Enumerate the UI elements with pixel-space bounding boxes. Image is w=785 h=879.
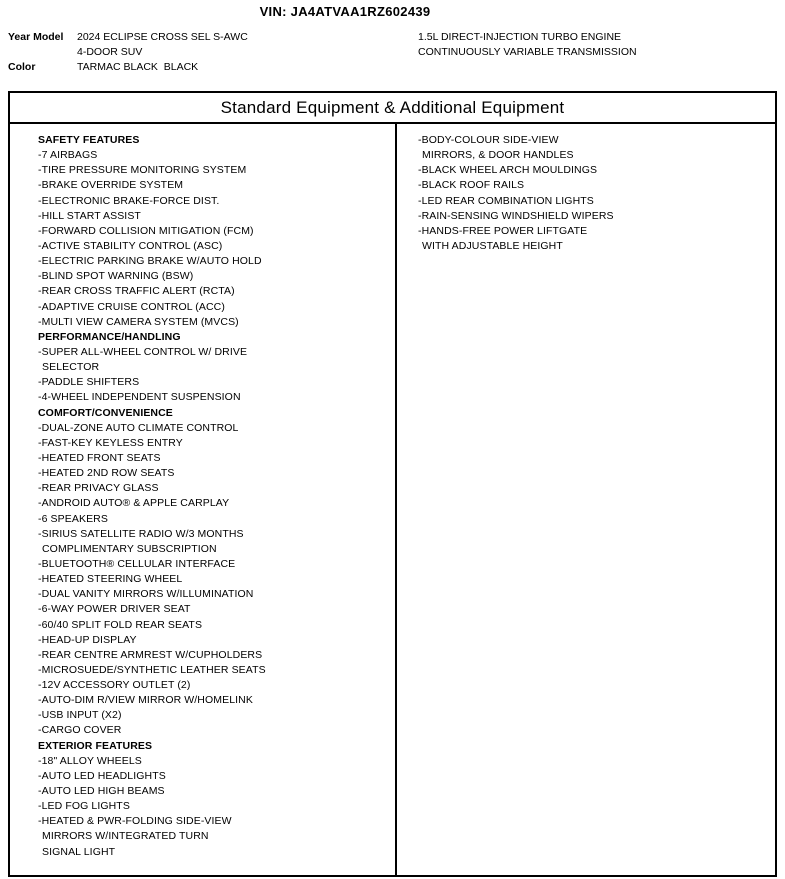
- body-style-value: 4-DOOR SUV: [77, 46, 143, 58]
- equipment-item: -REAR CENTRE ARMREST W/CUPHOLDERS: [38, 648, 263, 661]
- equipment-item: -BLACK WHEEL ARCH MOULDINGS: [418, 164, 598, 177]
- equipment-item: MIRRORS W/INTEGRATED TURN: [42, 830, 209, 843]
- equipment-item: COMPLIMENTARY SUBSCRIPTION: [42, 542, 217, 555]
- equipment-item: -60/40 SPLIT FOLD REAR SEATS: [38, 618, 203, 631]
- equipment-item: -ELECTRIC PARKING BRAKE W/AUTO HOLD: [38, 255, 262, 268]
- equipment-item: -HEATED STEERING WHEEL: [38, 573, 183, 586]
- equipment-item: -LED REAR COMBINATION LIGHTS: [418, 194, 594, 207]
- equipment-item: -DUAL-ZONE AUTO CLIMATE CONTROL: [38, 421, 239, 434]
- equipment-category-heading: COMFORT/CONVENIENCE: [38, 406, 173, 419]
- equipment-item: -BLACK ROOF RAILS: [418, 179, 525, 192]
- equipment-table: [8, 91, 777, 877]
- equipment-item: -6 SPEAKERS: [38, 512, 108, 525]
- equipment-item: -FORWARD COLLISION MITIGATION (FCM): [38, 224, 254, 237]
- equipment-item: -HEATED FRONT SEATS: [38, 451, 161, 464]
- equipment-item: -DUAL VANITY MIRRORS W/ILLUMINATION: [38, 588, 254, 601]
- equipment-item: -SIRIUS SATELLITE RADIO W/3 MONTHS: [38, 527, 244, 540]
- equipment-item: -BLUETOOTH® CELLULAR INTERFACE: [38, 557, 236, 570]
- equipment-item: -HANDS-FREE POWER LIFTGATE: [418, 224, 588, 237]
- transmission-value: CONTINUOUSLY VARIABLE TRANSMISSION: [418, 46, 637, 58]
- equipment-item: -MICROSUEDE/SYNTHETIC LEATHER SEATS: [38, 663, 266, 676]
- equipment-item: -LED FOG LIGHTS: [38, 800, 130, 813]
- equipment-columns: [10, 124, 775, 875]
- equipment-item: -AUTO LED HIGH BEAMS: [38, 785, 165, 798]
- equipment-column-left: [10, 124, 397, 875]
- equipment-item: -REAR CROSS TRAFFIC ALERT (RCTA): [38, 285, 235, 298]
- equipment-category-heading: SAFETY FEATURES: [38, 134, 140, 146]
- color-label: Color: [8, 61, 36, 73]
- equipment-item: -HILL START ASSIST: [38, 209, 141, 222]
- equipment-item: -4-WHEEL INDEPENDENT SUSPENSION: [38, 391, 241, 404]
- year-model-label: Year Model: [8, 31, 64, 43]
- equipment-item: -SUPER ALL-WHEEL CONTROL W/ DRIVE: [38, 345, 248, 358]
- equipment-item: SIGNAL LIGHT: [42, 845, 116, 858]
- equipment-item: -BLIND SPOT WARNING (BSW): [38, 270, 194, 283]
- equipment-item: -HEAD-UP DISPLAY: [38, 633, 137, 646]
- equipment-item: -12V ACCESSORY OUTLET (2): [38, 679, 191, 692]
- equipment-item: -REAR PRIVACY GLASS: [38, 482, 159, 495]
- equipment-column-right: [397, 124, 775, 875]
- equipment-item: -CARGO COVER: [38, 724, 122, 737]
- equipment-item: WITH ADJUSTABLE HEIGHT: [422, 239, 563, 252]
- equipment-item: -18" ALLOY WHEELS: [38, 754, 142, 767]
- equipment-category-heading: EXTERIOR FEATURES: [38, 739, 153, 752]
- equipment-item: -RAIN-SENSING WINDSHIELD WIPERS: [418, 209, 614, 222]
- vin-text: VIN: JA4ATVAA1RZ602439: [259, 4, 431, 19]
- year-model-value: 2024 ECLIPSE CROSS SEL S-AWC: [77, 31, 248, 43]
- equipment-category-heading: PERFORMANCE/HANDLING: [38, 330, 181, 343]
- equipment-item: -FAST-KEY KEYLESS ENTRY: [38, 436, 183, 449]
- equipment-item: MIRRORS, & DOOR HANDLES: [422, 149, 574, 162]
- equipment-item: -USB INPUT (X2): [38, 709, 122, 722]
- equipment-item: -AUTO LED HEADLIGHTS: [38, 769, 166, 782]
- engine-value: 1.5L DIRECT-INJECTION TURBO ENGINE: [418, 31, 622, 43]
- equipment-item: -7 AIRBAGS: [38, 149, 98, 162]
- equipment-item: -ACTIVE STABILITY CONTROL (ASC): [38, 239, 223, 252]
- equipment-item: -HEATED 2ND ROW SEATS: [38, 467, 175, 480]
- equipment-item: -TIRE PRESSURE MONITORING SYSTEM: [38, 164, 247, 177]
- color-value: TARMAC BLACK BLACK: [77, 61, 199, 73]
- equipment-item: -ELECTRONIC BRAKE-FORCE DIST.: [38, 194, 220, 207]
- equipment-item: -6-WAY POWER DRIVER SEAT: [38, 603, 191, 616]
- equipment-item: -HEATED & PWR-FOLDING SIDE-VIEW: [38, 815, 232, 828]
- equipment-item: -AUTO-DIM R/VIEW MIRROR W/HOMELINK: [38, 694, 253, 707]
- table-title: Standard Equipment & Additional Equipment: [10, 93, 775, 124]
- equipment-item: -BODY-COLOUR SIDE-VIEW: [418, 134, 559, 146]
- equipment-item: -ANDROID AUTO® & APPLE CARPLAY: [38, 497, 230, 510]
- equipment-item: -BRAKE OVERRIDE SYSTEM: [38, 179, 184, 192]
- equipment-item: -MULTI VIEW CAMERA SYSTEM (MVCS): [38, 315, 239, 328]
- equipment-item: SELECTOR: [42, 361, 100, 374]
- equipment-item: -PADDLE SHIFTERS: [38, 376, 140, 389]
- equipment-item: -ADAPTIVE CRUISE CONTROL (ACC): [38, 300, 225, 313]
